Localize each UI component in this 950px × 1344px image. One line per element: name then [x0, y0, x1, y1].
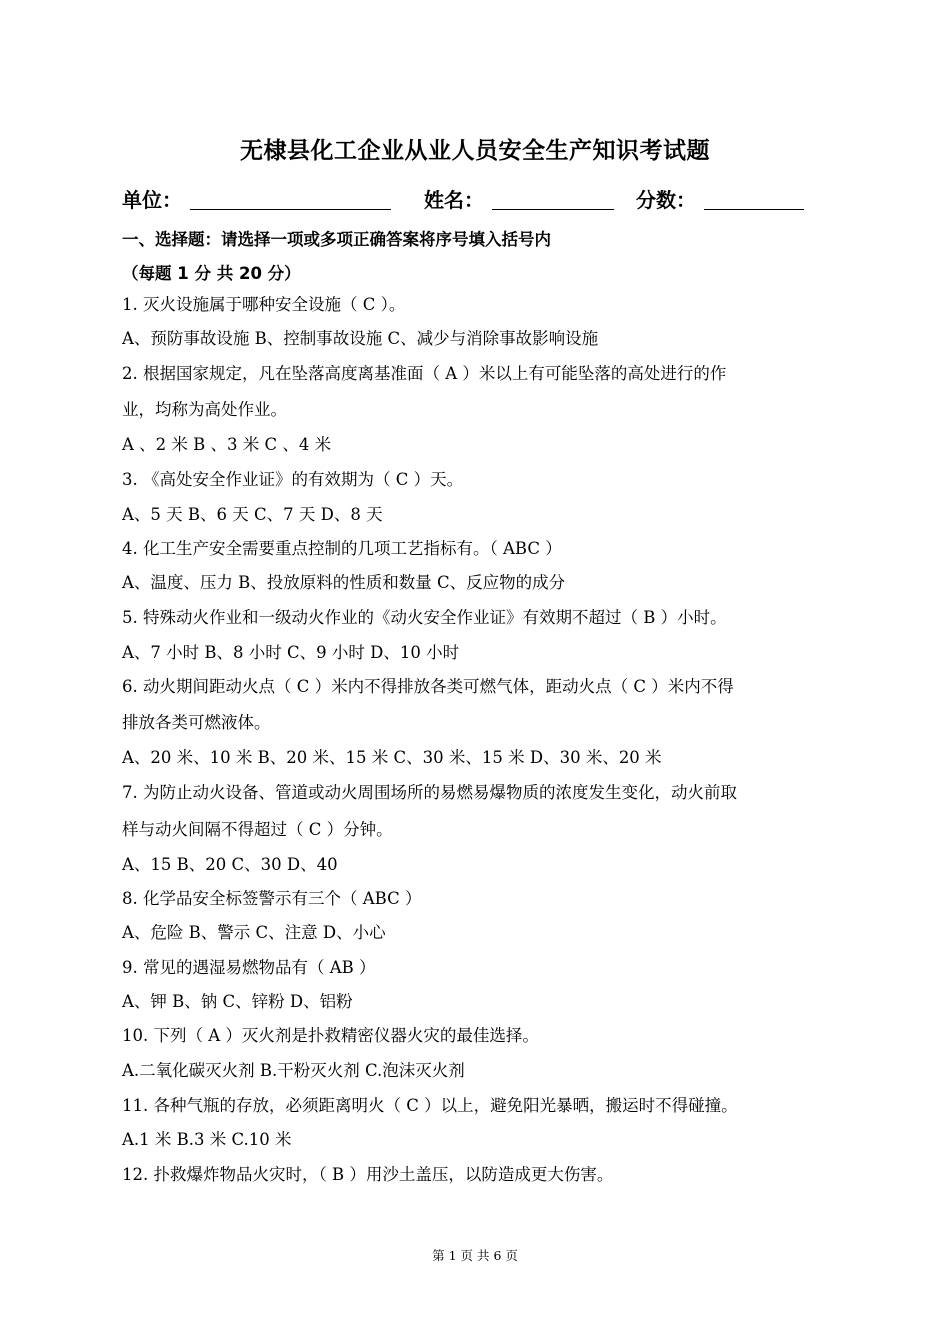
unit-label: 单位： [122, 188, 182, 212]
question-line: 12. 扑救爆炸物品火灾时，（ B ）用沙土盖压，以防造成更大伤害。 [122, 1165, 614, 1184]
question-line: 7. 为防止动火设备、管道或动火周围场所的易燃易爆物质的浓度发生变化，动火前取 [122, 783, 737, 802]
option-line: A.二氧化碳灭火剂 B.干粉灭火剂 C.泡沫灭火剂 [122, 1061, 465, 1080]
question-line: 样与动火间隔不得超过（ C ）分钟。 [122, 820, 393, 839]
question-line: 11. 各种气瓶的存放，必须距离明火（ C ）以上，避免阳光暴晒，搬运时不得碰撞。 [122, 1096, 738, 1115]
section-scoring: （每题 1 分 共 20 分） [122, 264, 301, 283]
score-blank[interactable] [704, 209, 804, 210]
option-line: A、7 小时 B、8 小时 C、9 小时 D、10 小时 [122, 643, 460, 662]
question-line: 4. 化工生产安全需要重点控制的几项工艺指标有。（ ABC ） [122, 539, 562, 558]
option-line: A、危险 B、警示 C、注意 D、小心 [122, 923, 386, 942]
name-blank[interactable] [492, 209, 614, 210]
option-line: A、预防事故设施 B、控制事故设施 C、减少与消除事故影响设施 [122, 329, 599, 348]
option-line: A 、2 米 B 、3 米 C 、4 米 [122, 435, 332, 454]
option-line: A、温度、压力 B、投放原料的性质和数量 C、反应物的成分 [122, 573, 566, 592]
question-line: 6. 动火期间距动火点（ C ）米内不得排放各类可燃气体，距动火点（ C ）米内不得 [122, 677, 734, 696]
document-title: 无棣县化工企业从业人员安全生产知识考试题 [240, 138, 710, 164]
question-line: 2. 根据国家规定，凡在坠落高度离基准面（ A ）米以上有可能坠落的高处进行的作 [122, 364, 727, 383]
score-label: 分数： [636, 188, 696, 212]
name-label: 姓名： [424, 188, 484, 212]
section-heading: 一、选择题：请选择一项或多项正确答案将序号填入括号内 [122, 230, 551, 249]
question-line: 3. 《高处安全作业证》的有效期为（ C ）天。 [122, 470, 464, 489]
question-line: 10. 下列（ A ）灭火剂是扑救精密仪器火灾的最佳选择。 [122, 1026, 539, 1045]
page-footer: 第 1 页 共 6 页 [432, 1248, 518, 1263]
option-line: A、15 B、20 C、30 D、40 [122, 855, 338, 874]
question-line: 1. 灭火设施属于哪种安全设施（ C ）。 [122, 295, 406, 314]
question-line: 排放各类可燃液体。 [122, 713, 271, 732]
question-line: 8. 化学品安全标签警示有三个（ ABC ） [122, 889, 422, 908]
option-line: A、5 天 B、6 天 C、7 天 D、8 天 [122, 505, 383, 524]
question-line: 5. 特殊动火作业和一级动火作业的《动火安全作业证》有效期不超过（ B ）小时。 [122, 608, 727, 627]
unit-blank[interactable] [190, 209, 391, 210]
question-line: 业，均称为高处作业。 [122, 400, 287, 419]
option-line: A.1 米 B.3 米 C.10 米 [122, 1130, 292, 1149]
option-line: A、20 米、10 米 B、20 米、15 米 C、30 米、15 米 D、30 米、20 米 [122, 748, 662, 767]
question-line: 9. 常见的遇湿易燃物品有（ AB ） [122, 958, 376, 977]
option-line: A、钾 B、钠 C、锌粉 D、铝粉 [122, 992, 353, 1011]
